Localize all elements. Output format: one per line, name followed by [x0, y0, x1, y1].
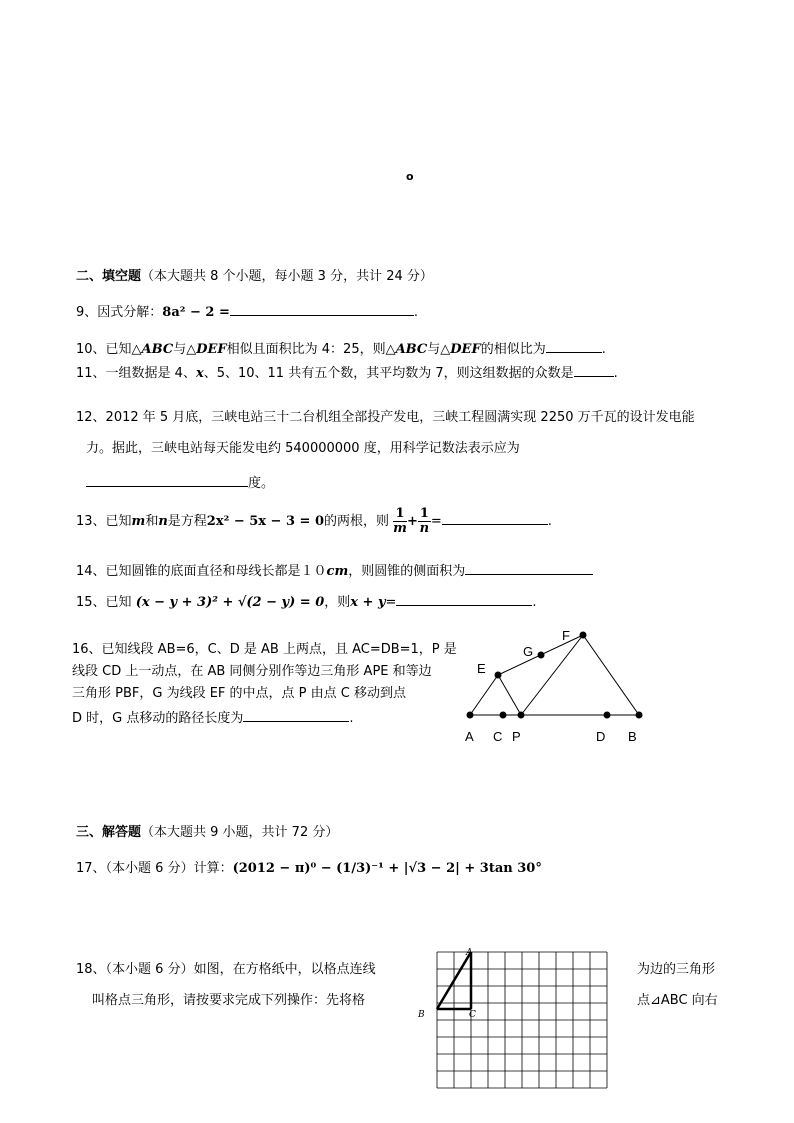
grid-label-c: C [469, 1010, 476, 1020]
point-a [467, 712, 474, 719]
label-b: B [628, 729, 637, 744]
top-mark: o [406, 170, 414, 183]
q10-text-b: 与△ [173, 342, 197, 357]
segment-fb [583, 635, 639, 715]
label-g: G [523, 644, 534, 659]
label-e: E [477, 661, 486, 676]
question-17 [76, 860, 542, 878]
point-c [500, 712, 507, 719]
q16-line4-text: D 时，G 点移动的路径长度为 [72, 711, 244, 726]
q9-end: . [413, 305, 418, 320]
question-12-line2: 力。据此，三峡电站每天能发电约 540000000 度，用科学记数法表示应为 [86, 441, 520, 456]
section2-note: （本大题共 8 个小题，每小题 3 分，共计 24 分） [141, 269, 433, 284]
q18-grid-diagram [414, 946, 614, 1098]
q14-unit: cm [326, 564, 349, 579]
section2-title: 二、填空题 [76, 269, 142, 284]
q13-fraction-1-over-m [393, 507, 407, 536]
q10-text-a: 10、已知△ [76, 342, 142, 357]
question-18-line1a: 18、（本小题 6 分）如图，在方格纸中，以格点连线 [76, 962, 376, 977]
q11-variable-x: x [195, 366, 204, 381]
point-d [604, 712, 611, 719]
q10-triangle-abc: ABC [141, 342, 174, 357]
q11-text-b: 、5、10、11 共有五个数，其平均数为 7，则这组数据的众数是 [203, 366, 574, 381]
q10-text-d: 与△ [427, 342, 451, 357]
q14-answer-blank[interactable] [465, 560, 593, 575]
question-18-line1b: 为边的三角形 [637, 962, 716, 977]
q13-text-a: 13、已知 [76, 514, 132, 529]
label-c: C [493, 729, 503, 744]
q15-expression: (x − y + 3)² + √(2 − y) = 0 [135, 595, 325, 610]
q13-equation: 2x² − 5x − 3 = 0 [206, 514, 325, 529]
q14-text-b: ，则圆锥的侧面积为 [348, 564, 466, 579]
question-18-line2a: 叫格点三角形，请按要求完成下列操作：先将格 [92, 993, 366, 1008]
question-15 [76, 591, 537, 612]
q13-and: 和 [145, 514, 159, 529]
q16-answer-blank[interactable] [243, 707, 349, 722]
q15-text-b: ，则 [324, 595, 351, 610]
q11-answer-blank[interactable] [574, 362, 614, 377]
point-p [518, 712, 525, 719]
section3-note: （本大题共 9 小题，共计 72 分） [141, 825, 339, 840]
q17-expression: (2012 − π)⁰ − (1/3)⁻¹ + |√3 − 2| + 3tan 30° [232, 861, 542, 876]
grid-lines [437, 952, 607, 1088]
point-g [538, 652, 545, 659]
q13-plus: + [406, 514, 418, 529]
question-13 [76, 502, 552, 542]
q15-end: . [532, 595, 537, 610]
q13-variable-n: n [158, 514, 168, 529]
question-14 [76, 560, 593, 581]
point-b [636, 712, 643, 719]
question-16-line4 [72, 707, 354, 728]
q15-x-plus-y: x + y [350, 595, 386, 610]
q15-answer-blank[interactable] [396, 591, 532, 606]
question-18-line2b: 点⊿ABC 向右 [637, 993, 718, 1008]
q17-text: 17、（本小题 6 分）计算： [76, 861, 233, 876]
q13-denominator-n: n [419, 521, 430, 536]
q10-text-e: 的相似比为 [480, 342, 546, 357]
question-12-line3 [86, 472, 274, 493]
q9-answer-blank[interactable] [230, 301, 414, 316]
question-9 [76, 301, 418, 322]
q16-geometry-diagram [455, 622, 655, 754]
q13-answer-blank[interactable] [442, 510, 548, 525]
question-11 [76, 362, 618, 383]
q9-text: 9、因式分解： [76, 305, 163, 320]
q9-expression: 8a² − 2 = [162, 305, 230, 320]
grid-label-b: B [418, 1010, 425, 1020]
q13-variable-m: m [131, 514, 146, 529]
q10-triangle-abc-2: ABC [395, 342, 428, 357]
q13-denominator-m: m [393, 521, 407, 536]
section2-heading [76, 268, 433, 286]
q10-triangle-def: DEF [196, 342, 227, 357]
question-16-line1: 16、已知线段 AB=6，C、D 是 AB 上两点，且 AC=DB=1，P 是 [72, 642, 457, 657]
q13-text-c: 的两根，则 [324, 514, 390, 529]
question-10 [76, 338, 606, 359]
section3-title: 三、解答题 [76, 825, 142, 840]
q10-answer-blank[interactable] [546, 338, 602, 353]
q12-line3-text: 度。 [248, 476, 275, 491]
label-p: P [512, 729, 521, 744]
label-d: D [596, 729, 606, 744]
label-a: A [465, 729, 474, 744]
q11-text-a: 11、一组数据是 4、 [76, 366, 196, 381]
q13-text-b: 是方程 [167, 514, 207, 529]
q16-end: . [349, 711, 354, 726]
q14-text-a: 14、已知圆锥的底面直径和母线长都是１０ [76, 564, 327, 579]
question-12-line1: 12、2012 年 5 月底，三峡电站三十二台机组全部投产发电，三峡工程圆满实现 2250 万千瓦的设计发电能 [76, 410, 695, 425]
q13-fraction-1-over-n [418, 507, 431, 536]
point-e [495, 672, 502, 679]
segment-ae [470, 675, 498, 715]
grid-label-a: A [466, 948, 473, 958]
q13-equals: = [430, 514, 442, 529]
q13-numerator-1b: 1 [419, 506, 429, 521]
q10-triangle-def-2: DEF [450, 342, 481, 357]
segment-ep [498, 675, 521, 715]
q13-numerator-1: 1 [393, 507, 407, 522]
question-16-line3: 三角形 PBF，G 为线段 EF 的中点，点 P 由点 C 移动到点 [72, 686, 406, 701]
section3-heading [76, 824, 338, 842]
point-f [580, 632, 587, 639]
q10-end: . [601, 342, 606, 357]
question-16-line2: 线段 CD 上一动点，在 AB 同侧分别作等边三角形 APE 和等边 [72, 664, 432, 679]
q12-answer-blank[interactable] [86, 472, 248, 487]
q10-text-c: 相似且面积比为 4：25，则△ [226, 342, 396, 357]
q15-text-a: 15、已知 [76, 595, 132, 610]
q11-end: . [613, 366, 618, 381]
q15-text-c: = [385, 595, 397, 610]
label-f: F [562, 628, 570, 643]
q13-end: . [547, 514, 552, 529]
